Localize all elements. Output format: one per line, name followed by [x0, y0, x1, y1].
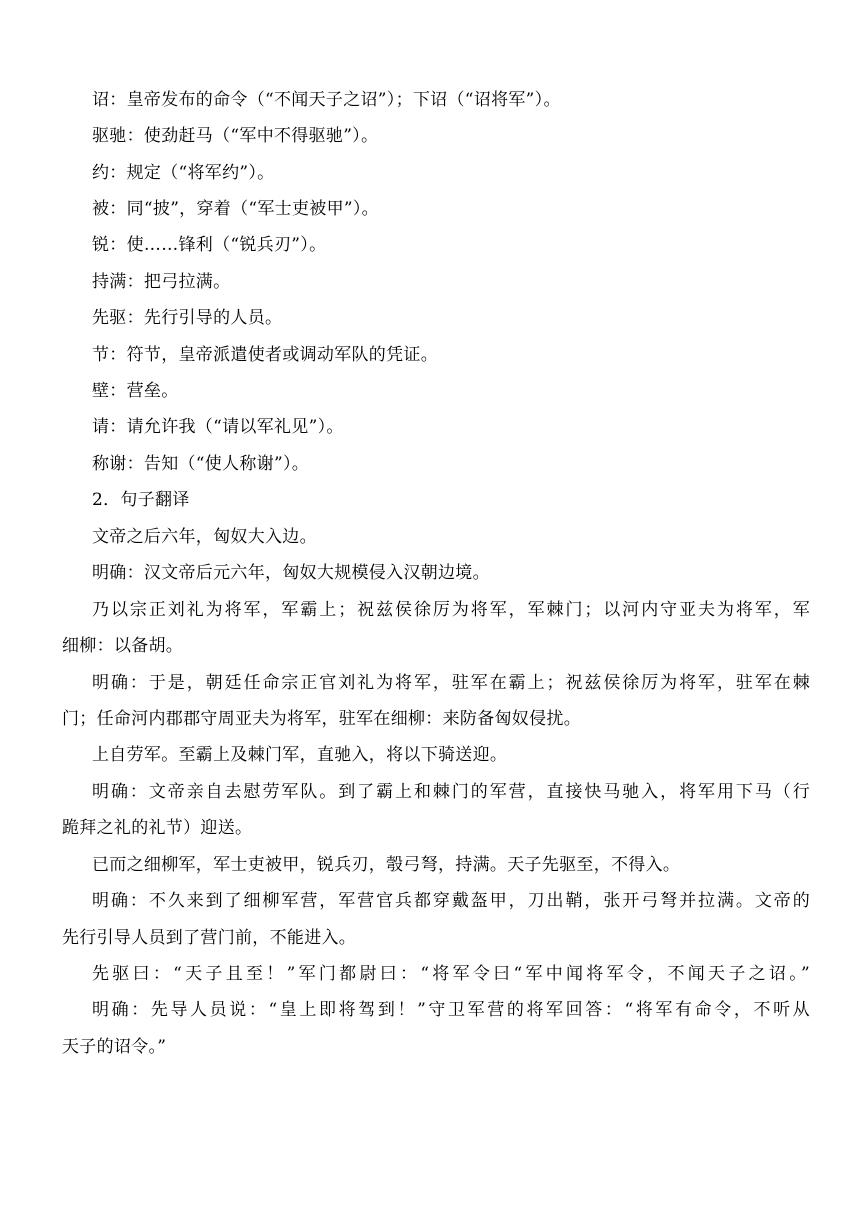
glossary-item: 先驱：先行引导的人员。 [92, 308, 283, 328]
section-heading: 2．句子翻译 [92, 490, 190, 510]
translation-answer: 明确：文帝亲自去慰劳军队。到了霸上和棘门的军营，直接快马驰入，将军用下马（行 [92, 782, 810, 802]
translation-answer: 明确：先导人员说：“皇上即将驾到！”守卫军营的将军回答：“将军有命令，不听从 [92, 1000, 810, 1020]
glossary-item: 持满：把弓拉满。 [92, 272, 231, 292]
translation-answer-continued: 门；任命河内郡郡守周亚夫为将军，驻军在细柳：来防备匈奴侵扰。 [62, 709, 581, 729]
glossary-item: 锐：使……锋利（“锐兵刃”）。 [92, 235, 327, 255]
glossary-item: 被：同“披”，穿着（“军士吏被甲”）。 [92, 199, 379, 219]
translation-answer-continued: 跪拜之礼的礼节）迎送。 [62, 818, 253, 838]
translation-answer: 明确：不久来到了细柳军营，军营官兵都穿戴盔甲，刀出鞘，张开弓弩并拉满。文帝的 [92, 891, 810, 911]
glossary-item: 驱驰：使劲赶马（“军中不得驱驰”）。 [92, 126, 379, 146]
glossary-item: 请：请允许我（“请以军礼见”）。 [92, 417, 344, 437]
glossary-item: 诏：皇帝发布的命令（“不闻天子之诏”）；下诏（“诏将军”）。 [92, 90, 561, 110]
glossary-item: 约：规定（“将军约”）。 [92, 163, 275, 183]
translation-answer-continued: 先行引导人员到了营门前，不能进入。 [62, 928, 357, 948]
source-sentence: 先驱曰：“天子且至！”军门都尉曰：“将军令曰“军中闻将军令，不闻天子之诏。” [92, 964, 810, 984]
translation-answer: 明确：汉文帝后元六年，匈奴大规模侵入汉朝边境。 [92, 563, 490, 583]
source-sentence: 乃以宗正刘礼为将军，军霸上；祝兹侯徐厉为将军，军棘门；以河内守亚夫为将军，军 [92, 600, 810, 620]
source-sentence-continued: 细柳：以备胡。 [62, 636, 184, 656]
source-sentence: 文帝之后六年，匈奴大入边。 [92, 527, 317, 547]
source-sentence: 上自劳军。至霸上及棘门军，直驰入，将以下骑送迎。 [92, 745, 508, 765]
glossary-item: 节：符节，皇帝派遣使者或调动军队的凭证。 [92, 345, 438, 365]
glossary-item: 称谢：告知（“使人称谢”）。 [92, 454, 310, 474]
translation-answer-continued: 天子的诏令。” [62, 1037, 167, 1057]
glossary-item: 壁：营垒。 [92, 381, 179, 401]
source-sentence: 已而之细柳军，军士吏被甲，锐兵刃，彀弓弩，持满。天子先驱至，不得入。 [92, 855, 681, 875]
translation-answer: 明确：于是，朝廷任命宗正官刘礼为将军，驻军在霸上；祝兹侯徐厉为将军，驻军在棘 [92, 673, 810, 693]
